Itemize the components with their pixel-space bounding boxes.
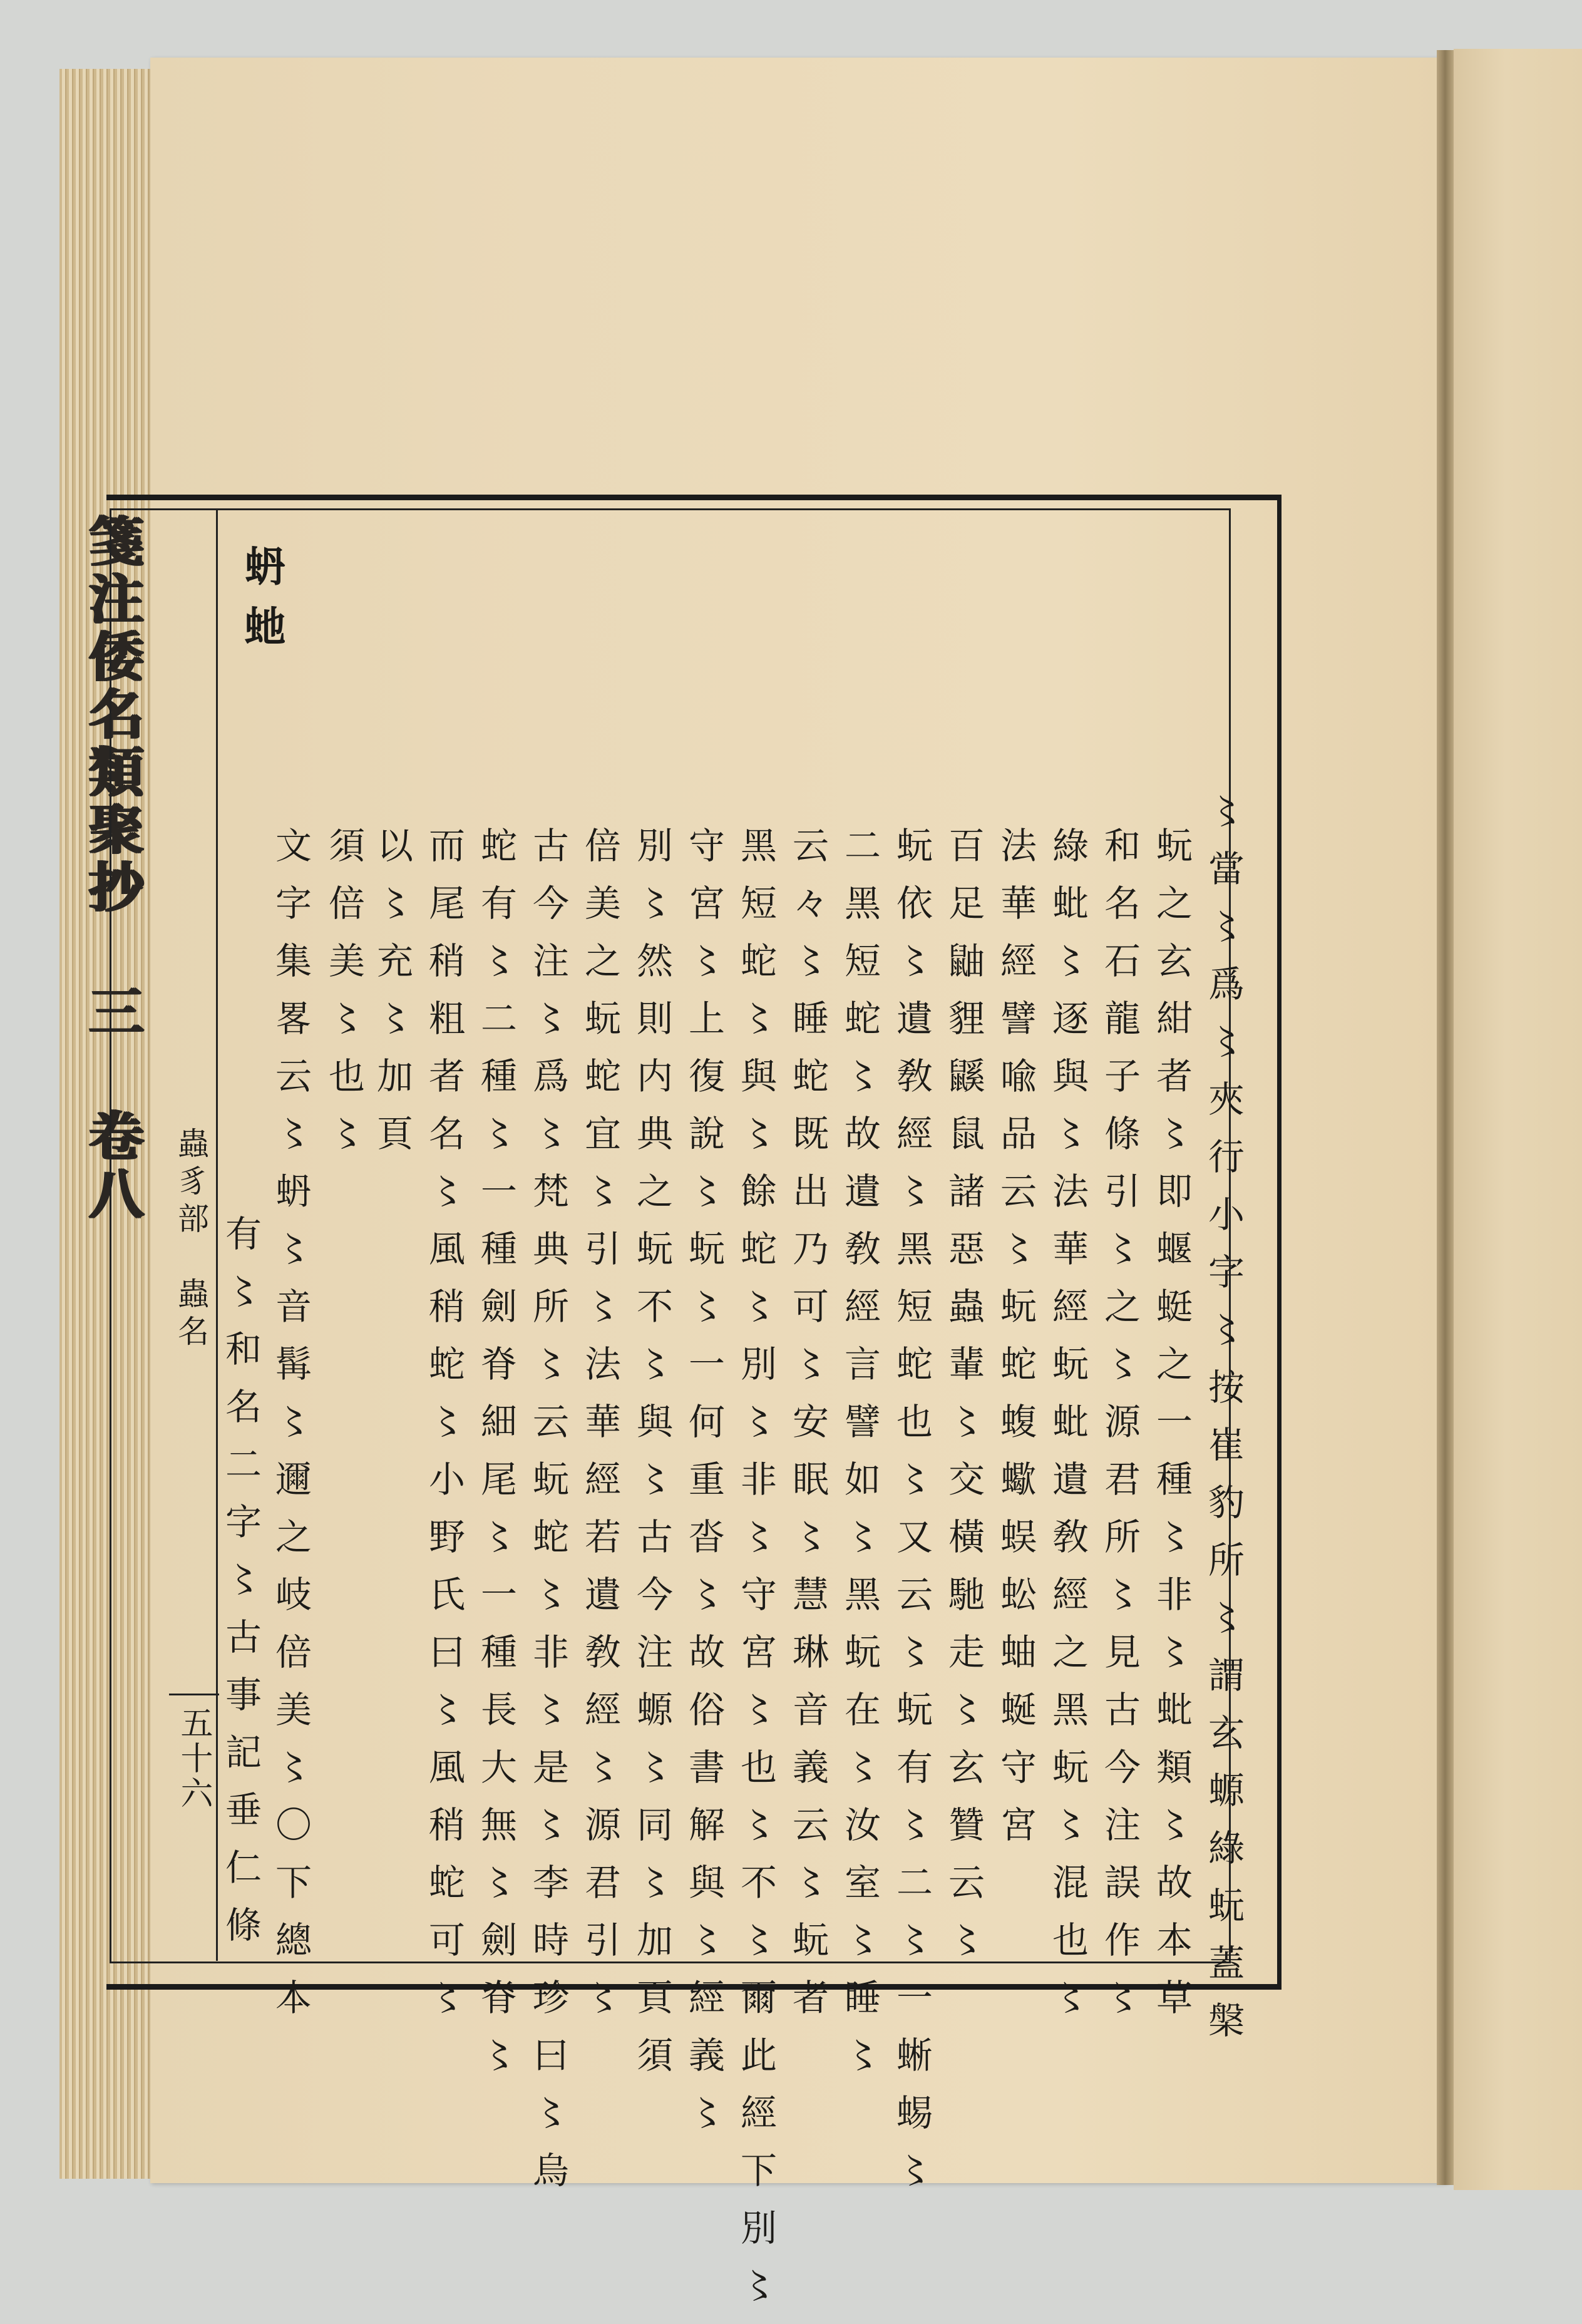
entry-heading: 蚒虵 [237,545,286,665]
text-column: 百足鼬貍鼷鼠諸惡蟲輩〻交橫馳走〻玄贊云〻 [942,826,985,1978]
spine-title: 箋注倭名類聚抄 三 卷八 [80,513,143,1223]
text-column: 蛇有〻二種〻一種劍脊細尾〻一種長大無〻劍脊〻 [475,826,517,2094]
text-column: 黑短蛇〻與〻餘蛇〻別〻非〻守宮〻也〻不〻爾此經下別〻 [734,826,777,2324]
text-column: 和名石龍子條引〻之〻源君所〻見古今注誤作〻 [1098,826,1141,2036]
text-column: 法華經譬喩品云〻蚖蛇蝮蠍蜈蚣蚰蜒守宮 [994,826,1037,1863]
text-column: 有〻和名二字〻古事記垂仁條 [219,1215,262,1963]
text-column: 〻當〻爲〻夾行小字〻按崔豹所〻謂玄螈綠蚖蓋槃 [1202,792,1245,2059]
text-column: 而尾稍粗者名〻風稍蛇〻小野氏曰〻風稍蛇可〻 [423,826,465,2036]
book-gutter [1437,50,1456,2185]
text-column: 蚖之玄紺者〻即蝘蜓之一種〻非〻蚍類〻故本草 [1150,826,1193,2036]
text-column: 二黑短蛇〻故遺敎經言譬如〻黑蚖在〻汝室〻睡〻 [838,826,881,2094]
text-column: 別〻然則内典之蚖不〻與〻古今注螈〻同〻加頁須 [630,826,673,2094]
text-column: 文字集畧云〻蚒〻音髯〻邇之岐倍美〻〇下總本 [269,826,312,2036]
text-column: 以〻充〻加頁 [371,826,413,1172]
facing-page [1454,49,1582,2190]
text-column: 倍美之蚖蛇宜〻引〻法華經若遺敎經〻源君引〻 [578,826,621,2036]
section-label: 蟲豸部 蟲名 [173,1127,209,1352]
text-column: 云々〻睡蛇既出乃可〻安眠〻慧琳音義云〻蚖者 [786,826,829,2036]
text-column: 綠蚍〻逐與〻法華經蚖蚍遺敎經之黑蚖〻混也〻 [1046,826,1089,2036]
text-column: 古今注〻爲〻梵典所〻云蚖蛇〻非〻是〻李時珍曰〻烏 [526,826,569,2209]
page-number-rule [169,1694,219,1695]
margin-rule [216,508,218,1961]
page-number: 五十六 [175,1706,212,1811]
text-column: 守宮〻上復說〻蚖〻一何重沓〻故俗書解與〻經義〻 [682,826,725,2151]
text-column: 須倍美〻也〻 [322,826,365,1172]
text-column: 蚖依〻遺敎經〻黑短蛇也〻又云〻蚖有〻二〻一蜥蜴〻 [890,826,933,2209]
